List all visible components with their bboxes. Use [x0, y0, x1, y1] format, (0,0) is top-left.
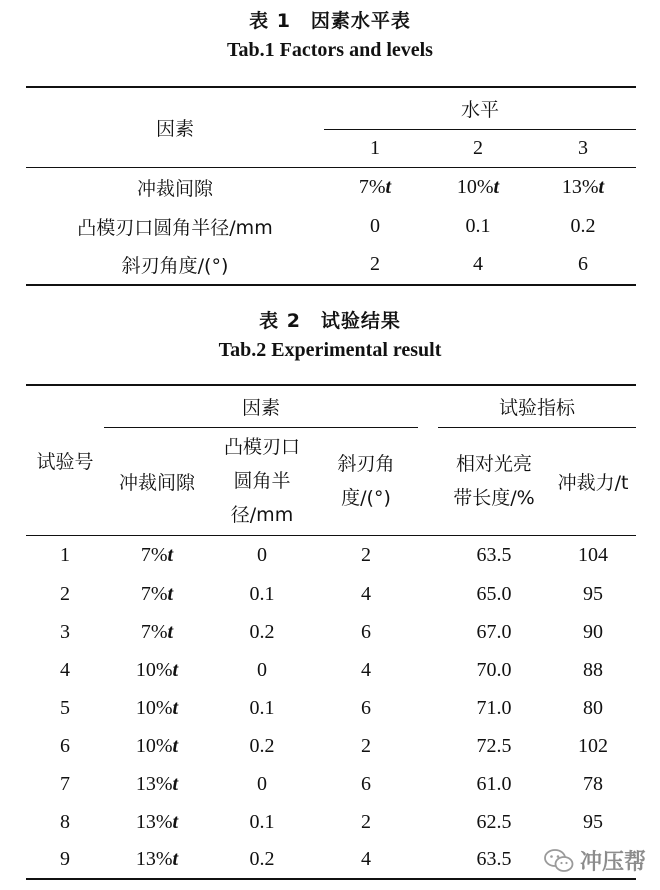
angle-cell: 6 [361, 772, 371, 795]
clearance-cell: 13%t [135, 772, 179, 795]
table1-cell: 0.1 [465, 214, 491, 237]
table-row [26, 803, 636, 841]
gap-cell [418, 575, 438, 613]
radius-cell: 0.2 [249, 848, 275, 870]
band-length-cell: 63.5 [476, 543, 512, 566]
gap-cell [418, 651, 438, 689]
wechat-logo-icon [544, 848, 574, 874]
table1 [26, 86, 636, 286]
clearance-cell: 7%t [140, 620, 174, 643]
gap-cell [418, 803, 438, 841]
force-cell: 102 [578, 734, 608, 757]
table2-col-band: 相对光亮 带长度/% [453, 453, 535, 509]
radius-cell: 0.2 [249, 620, 275, 643]
angle-cell: 4 [361, 658, 371, 681]
trial-number-cell: 8 [60, 810, 70, 833]
table1-cell: 13%t [561, 175, 605, 198]
trial-number-cell: 1 [60, 543, 70, 566]
table1-header-level: 水平 [324, 87, 636, 129]
force-cell: 78 [583, 772, 603, 795]
trial-number-cell: 6 [60, 734, 70, 757]
clearance-cell: 7%t [140, 582, 174, 605]
force-cell: 95 [583, 810, 603, 833]
table-row [26, 689, 636, 727]
table2-header-gap [418, 385, 438, 427]
force-cell: 104 [578, 543, 608, 566]
table2-caption-en: Tab.2 Experimental result [218, 339, 442, 361]
trial-number-cell: 3 [60, 620, 70, 643]
band-length-cell: 63.5 [476, 848, 512, 870]
table1-level-1: 1 [370, 136, 380, 159]
band-length-cell: 61.0 [476, 772, 512, 795]
table2-col-angle: 斜刃角 度/(°) [337, 453, 395, 509]
force-cell: 95 [583, 582, 603, 605]
gap-cell [418, 727, 438, 765]
force-cell: 80 [583, 696, 603, 719]
radius-cell: 0.1 [249, 696, 275, 719]
table1-cell: 0 [370, 214, 380, 237]
radius-cell: 0.1 [249, 582, 275, 605]
trial-number-cell: 7 [60, 772, 70, 795]
band-length-cell: 70.0 [476, 658, 512, 681]
table1-level-3: 3 [578, 136, 588, 159]
table1-caption-cn: 表 1 因素水平表 [249, 10, 411, 32]
table-row [26, 651, 636, 689]
band-length-cell: 65.0 [476, 582, 512, 605]
table1-header-factor: 因素 [26, 87, 324, 167]
trial-number-cell: 9 [60, 848, 70, 870]
table-row [26, 765, 636, 803]
radius-cell: 0.1 [249, 810, 275, 833]
table2-header-factors: 因素 [104, 385, 418, 427]
gap-cell [418, 613, 438, 651]
table1-caption [0, 6, 660, 62]
table2-caption-cn: 表 2 试验结果 [259, 310, 401, 332]
table1-cell: 0.2 [570, 214, 596, 237]
angle-cell: 6 [361, 696, 371, 719]
angle-cell: 6 [361, 620, 371, 643]
table1-cell: 10%t [456, 175, 500, 198]
watermark-text: 冲压帮 [579, 850, 646, 875]
radius-cell: 0.2 [249, 734, 275, 757]
gap-cell [418, 535, 438, 575]
angle-cell: 2 [361, 543, 371, 566]
table-row [26, 727, 636, 765]
angle-cell: 2 [361, 810, 371, 833]
band-length-cell: 62.5 [476, 810, 512, 833]
table1-level-2: 2 [473, 136, 483, 159]
table2 [26, 384, 636, 880]
table-row [26, 167, 636, 207]
table1-cell: 4 [473, 253, 483, 275]
clearance-cell: 10%t [135, 658, 179, 681]
trial-number-cell: 2 [60, 582, 70, 605]
table2-header-trial: 试验号 [26, 385, 104, 535]
table1-row-name: 冲裁间隙 [136, 177, 213, 200]
table-row [26, 613, 636, 651]
watermark [544, 845, 646, 876]
radius-cell: 0 [257, 543, 267, 566]
table1-cell: 6 [578, 253, 588, 275]
table-row [26, 575, 636, 613]
angle-cell: 4 [361, 582, 371, 605]
band-length-cell: 67.0 [476, 620, 512, 643]
table2-col-radius: 凸模刃口 圆角半 径/mm [223, 436, 300, 526]
gap-cell [418, 841, 438, 879]
radius-cell: 0 [257, 772, 267, 795]
table2-caption [0, 306, 660, 362]
clearance-cell: 13%t [135, 848, 179, 870]
table1-cell: 2 [370, 253, 380, 275]
table2-col-clearance: 冲裁间隙 [118, 471, 195, 494]
table2-col-force: 冲裁力/t [557, 471, 629, 494]
band-length-cell: 72.5 [476, 734, 512, 757]
radius-cell: 0 [257, 658, 267, 681]
clearance-cell: 10%t [135, 696, 179, 719]
table2-header-index: 试验指标 [438, 385, 636, 427]
table-row [26, 245, 636, 285]
trial-number-cell: 5 [60, 696, 70, 719]
clearance-cell: 7%t [140, 543, 174, 566]
table1-row-name: 斜刃角度/(°) [121, 255, 229, 277]
table2-header-gap [418, 427, 438, 535]
force-cell: 88 [583, 658, 603, 681]
table-row [26, 207, 636, 245]
trial-number-cell: 4 [60, 658, 70, 681]
band-length-cell: 71.0 [476, 696, 512, 719]
angle-cell: 4 [361, 848, 371, 870]
table1-caption-en: Tab.1 Factors and levels [227, 39, 433, 61]
table1-row-name: 凸模刃口圆角半径/mm [77, 216, 273, 239]
table2-body [26, 535, 636, 879]
table1-cell: 7%t [358, 175, 392, 198]
gap-cell [418, 765, 438, 803]
clearance-cell: 13%t [135, 810, 179, 833]
force-cell: 90 [583, 620, 603, 643]
angle-cell: 2 [361, 734, 371, 757]
gap-cell [418, 689, 438, 727]
clearance-cell: 10%t [135, 734, 179, 757]
table-row [26, 535, 636, 575]
